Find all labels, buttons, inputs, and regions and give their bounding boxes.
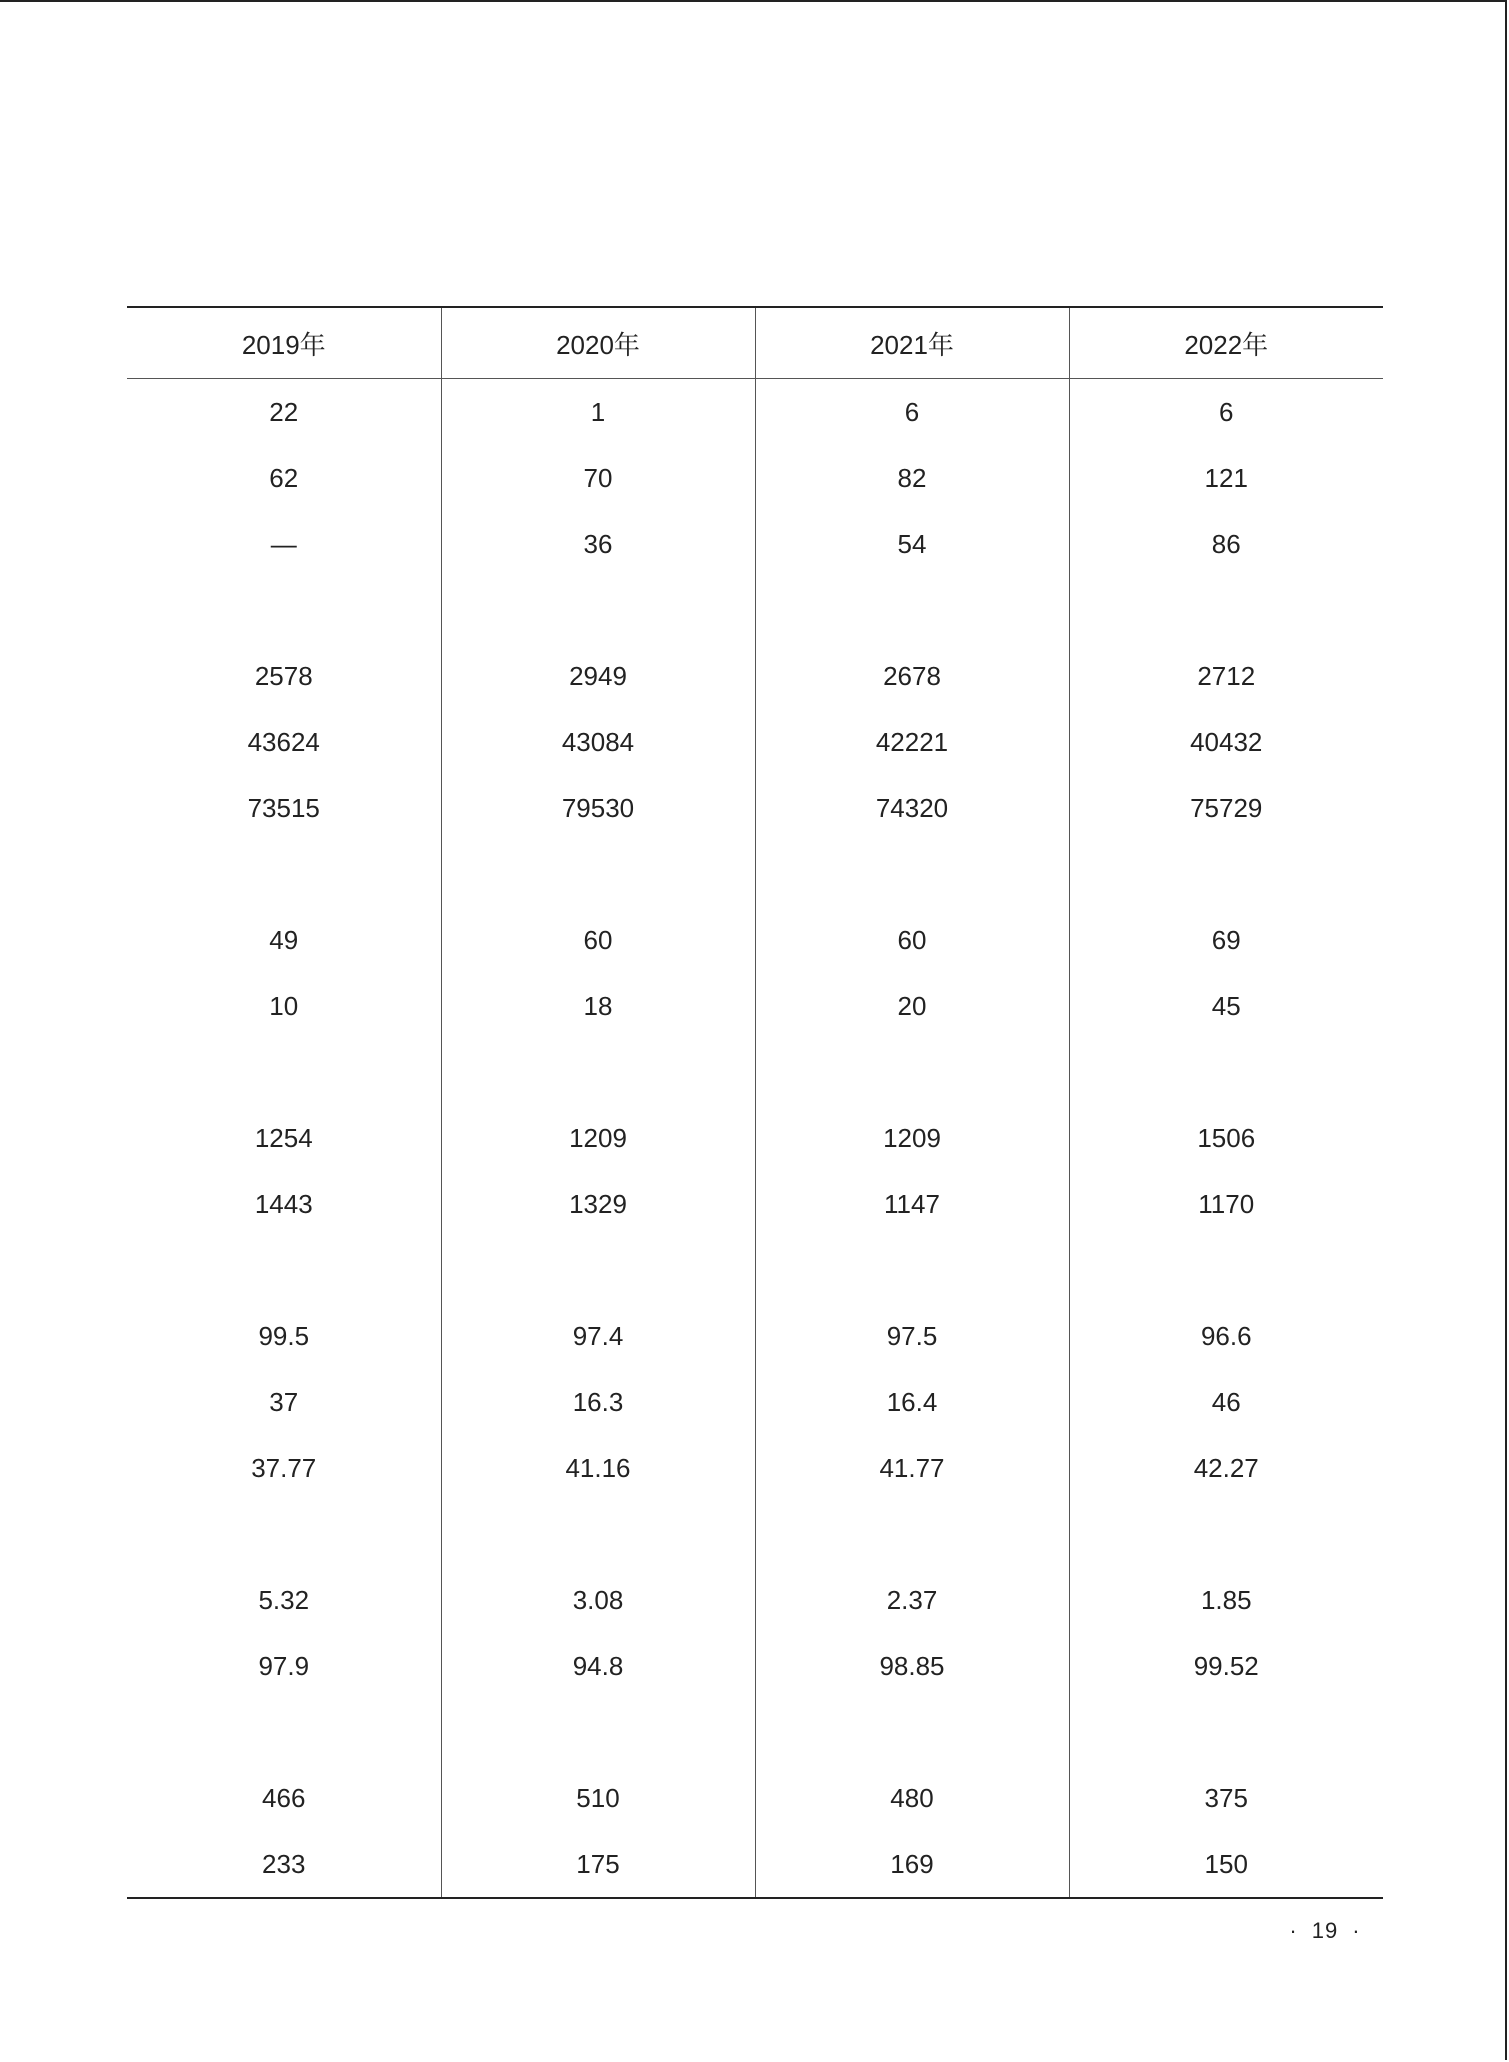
table-cell-2021: 16.4	[755, 1369, 1069, 1435]
table-cell-2021: 60	[755, 907, 1069, 973]
table-cell-2021: 98.85	[755, 1633, 1069, 1699]
table-cell-2022: 121	[1069, 445, 1383, 511]
table-row	[127, 445, 1383, 511]
table-cell-2020: 1209	[441, 1105, 755, 1171]
table-cell-2019: 62	[269, 462, 299, 493]
table-cell-2019	[127, 1699, 441, 1765]
table-cell-2021: 2678	[755, 643, 1069, 709]
table-cell-2021	[755, 577, 1069, 643]
table-row	[127, 379, 1383, 446]
table-cell-2020: 70	[441, 445, 755, 511]
table-cell-2021: 2.37	[755, 1567, 1069, 1633]
table-cell-2020: 3.08	[441, 1567, 755, 1633]
table-row	[127, 1567, 1383, 1633]
table-cell-2021: 74320	[755, 775, 1069, 841]
table-row	[127, 1303, 1383, 1369]
statistics-table-container	[127, 306, 1383, 1899]
table-spacer-row	[127, 1237, 1383, 1303]
table-cell-2022	[1069, 1237, 1383, 1303]
page-number-dot-right: ·	[1352, 1918, 1361, 1943]
table-cell-2022: 1506	[1069, 1105, 1383, 1171]
table-cell-2020	[441, 1699, 755, 1765]
table-cell-2022: 375	[1069, 1765, 1383, 1831]
table-cell-2020	[441, 1501, 755, 1567]
table-row	[127, 511, 1383, 577]
table-cell-2021	[755, 1237, 1069, 1303]
table-body	[127, 379, 1383, 1899]
table-spacer-row	[127, 577, 1383, 643]
table-cell-2019: 97.9	[258, 1650, 310, 1681]
table-cell-2019: 2578	[254, 660, 313, 691]
table-cell-2019: 22	[269, 396, 299, 427]
table-row	[127, 643, 1383, 709]
table-cell-2019: 43624	[247, 726, 320, 757]
header-row	[127, 307, 1383, 379]
table-cell-2020: 510	[441, 1765, 755, 1831]
table-cell-2021: 1147	[755, 1171, 1069, 1237]
table-cell-2020: 43084	[441, 709, 755, 775]
table-cell-2020	[441, 1237, 755, 1303]
table-cell-2020: 1329	[441, 1171, 755, 1237]
table-cell-2022	[1069, 1039, 1383, 1105]
table-cell-2020: 18	[441, 973, 755, 1039]
table-cell-2020: 16.3	[441, 1369, 755, 1435]
table-cell-2020	[441, 1039, 755, 1105]
table-cell-2019: 73515	[247, 792, 320, 823]
page-number: 19	[1311, 1918, 1339, 1943]
table-row	[127, 1633, 1383, 1699]
table-cell-2021	[755, 1699, 1069, 1765]
table-spacer-row	[127, 1501, 1383, 1567]
table-cell-2019	[127, 1039, 441, 1105]
table-cell-2022: 69	[1069, 907, 1383, 973]
table-cell-2019	[127, 1501, 441, 1567]
table-cell-2019: 233	[262, 1848, 306, 1879]
header-2021: 2021年	[755, 307, 1069, 379]
table-cell-2021: 169	[755, 1831, 1069, 1898]
table-cell-2021: 20	[755, 973, 1069, 1039]
table-cell-2022: 42.27	[1069, 1435, 1383, 1501]
table-cell-2021: 54	[755, 511, 1069, 577]
table-cell-2021: 480	[755, 1765, 1069, 1831]
statistics-table	[127, 306, 1383, 1899]
table-cell-2019: 10	[269, 990, 299, 1021]
table-cell-2020: 175	[441, 1831, 755, 1898]
header-2019: 2019年	[127, 307, 441, 379]
table-cell-2019: 5.32	[258, 1584, 310, 1615]
table-cell-2020: 79530	[441, 775, 755, 841]
table-row	[127, 1765, 1383, 1831]
table-cell-2021: 42221	[755, 709, 1069, 775]
table-cell-2019: 466	[262, 1782, 306, 1813]
table-cell-2022: 45	[1069, 973, 1383, 1039]
table-row	[127, 973, 1383, 1039]
table-spacer-row	[127, 1039, 1383, 1105]
table-cell-2020	[441, 577, 755, 643]
table-cell-2022: 1.85	[1069, 1567, 1383, 1633]
table-cell-2021: 97.5	[755, 1303, 1069, 1369]
table-cell-2019	[127, 1237, 441, 1303]
table-header	[127, 307, 1383, 379]
table-row	[127, 1105, 1383, 1171]
table-cell-2022: 40432	[1069, 709, 1383, 775]
table-cell-2020: 1	[441, 379, 755, 446]
table-cell-2020: 41.16	[441, 1435, 755, 1501]
table-row	[127, 1171, 1383, 1237]
header-2022: 2022年	[1069, 307, 1383, 379]
table-cell-2022	[1069, 1699, 1383, 1765]
table-cell-2020	[441, 841, 755, 907]
table-cell-2021: 41.77	[755, 1435, 1069, 1501]
table-cell-2019: 37.77	[251, 1452, 317, 1483]
table-cell-2020: 97.4	[441, 1303, 755, 1369]
table-cell-2019: 99.5	[258, 1320, 310, 1351]
table-cell-2019	[127, 577, 441, 643]
table-cell-2020: 94.8	[441, 1633, 755, 1699]
table-cell-2022: 46	[1069, 1369, 1383, 1435]
table-cell-2019: 37	[269, 1386, 299, 1417]
table-cell-2021	[755, 1501, 1069, 1567]
header-2020: 2020年	[441, 307, 755, 379]
table-cell-2022	[1069, 1501, 1383, 1567]
table-row	[127, 1369, 1383, 1435]
table-spacer-row	[127, 841, 1383, 907]
table-cell-2019	[127, 841, 441, 907]
table-cell-2022: 86	[1069, 511, 1383, 577]
table-row	[127, 1831, 1383, 1898]
table-cell-2021: 82	[755, 445, 1069, 511]
table-spacer-row	[127, 1699, 1383, 1765]
table-cell-2019: 1254	[254, 1122, 313, 1153]
table-cell-2022: 150	[1069, 1831, 1383, 1898]
table-cell-2022: 75729	[1069, 775, 1383, 841]
table-cell-2020: 2949	[441, 643, 755, 709]
table-cell-2019: 1443	[254, 1188, 313, 1219]
table-cell-2021: 1209	[755, 1105, 1069, 1171]
page-number-dot-left: ·	[1289, 1918, 1298, 1943]
table-cell-2021: 6	[755, 379, 1069, 446]
table-cell-2022: 6	[1069, 379, 1383, 446]
table-cell-2022: 99.52	[1069, 1633, 1383, 1699]
table-cell-2022	[1069, 841, 1383, 907]
table-row	[127, 709, 1383, 775]
table-cell-2019: —	[270, 528, 297, 559]
table-cell-2022: 1170	[1069, 1171, 1383, 1237]
table-row	[127, 775, 1383, 841]
table-cell-2022	[1069, 577, 1383, 643]
table-row	[127, 1435, 1383, 1501]
table-cell-2020: 60	[441, 907, 755, 973]
table-row	[127, 907, 1383, 973]
table-cell-2019: 49	[269, 924, 299, 955]
table-cell-2022: 96.6	[1069, 1303, 1383, 1369]
table-cell-2022: 2712	[1069, 643, 1383, 709]
page-number-footer	[1270, 1918, 1380, 1944]
table-cell-2021	[755, 841, 1069, 907]
table-cell-2021	[755, 1039, 1069, 1105]
table-cell-2020: 36	[441, 511, 755, 577]
